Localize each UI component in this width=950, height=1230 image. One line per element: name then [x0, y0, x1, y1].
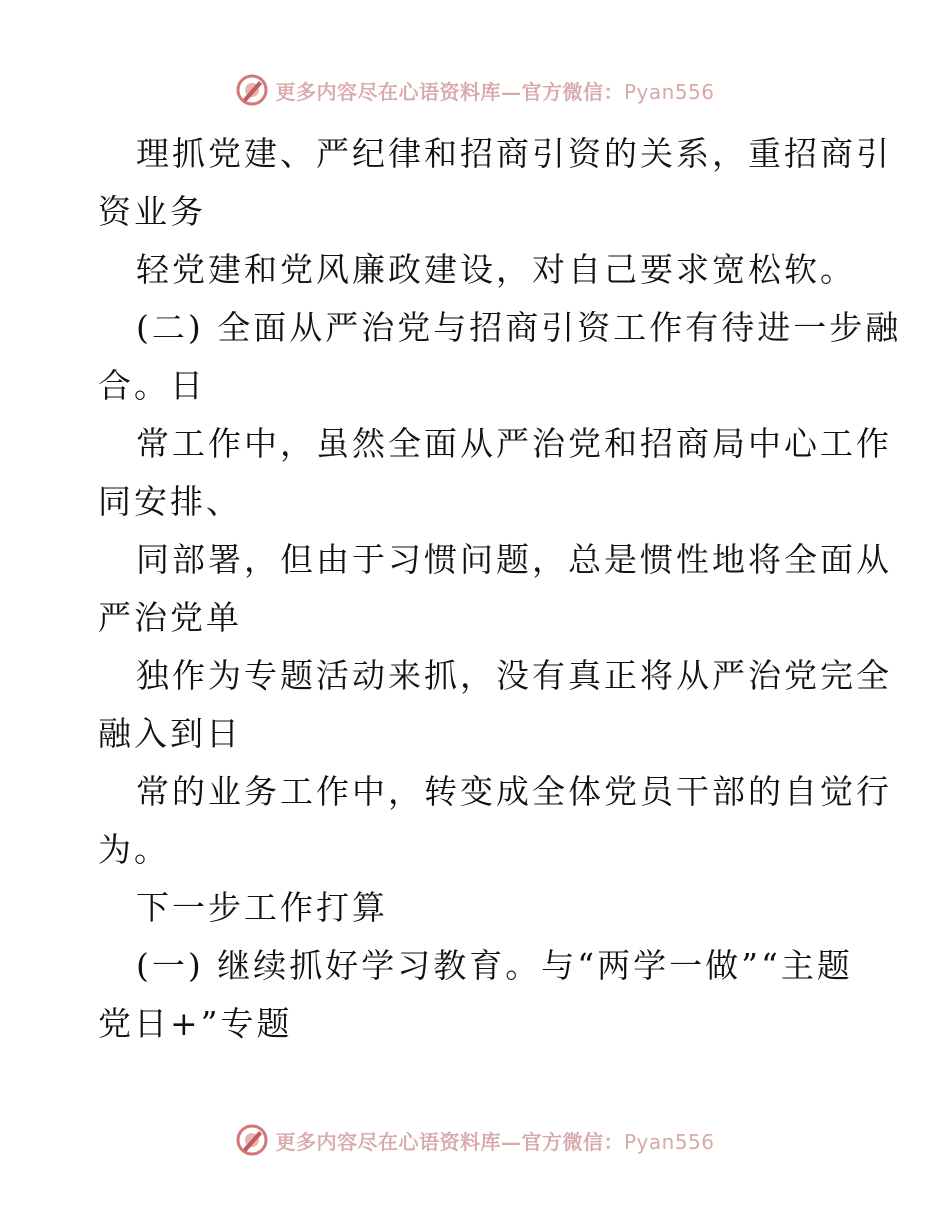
pen-logo-icon — [235, 1123, 269, 1157]
footer-watermark — [0, 1120, 950, 1160]
text-line-4: (二) 全面从严治党与招商引资工作有待进一步融 — [136, 308, 902, 347]
text-line-11: 融入到日 — [98, 714, 242, 753]
watermark-text: 更多内容尽在心语资料库—官方微信：Pyan556 — [275, 1129, 715, 1154]
watermark-account: Pyan556 — [623, 79, 715, 104]
text-line-13: 为。 — [98, 830, 170, 869]
document-body — [98, 125, 902, 1053]
text-line-15: (一) 继续抓好学习教育。与“两学一做”“主题 — [136, 946, 853, 985]
section-heading: 下一步工作打算 — [136, 888, 388, 927]
text-line-6: 常工作中，虽然全面从严治党和招商局中心工作 — [136, 424, 892, 463]
text-line-9: 严治党单 — [98, 598, 242, 637]
text-line-5: 合。日 — [98, 366, 206, 405]
header-watermark — [0, 70, 950, 110]
text-line-8: 同部署，但由于习惯问题，总是惯性地将全面从 — [136, 540, 892, 579]
watermark-text: 更多内容尽在心语资料库—官方微信：Pyan556 — [275, 79, 715, 104]
text-line-3: 轻党建和党风廉政建设，对自己要求宽松软。 — [136, 250, 856, 289]
text-line-16: 党日+”专题 — [98, 1004, 293, 1043]
pen-logo-icon — [235, 73, 269, 107]
watermark-account: Pyan556 — [623, 1129, 715, 1154]
text-line-12: 常的业务工作中，转变成全体党员干部的自觉行 — [136, 772, 892, 811]
text-line-7: 同安排、 — [98, 482, 242, 521]
text-line-2: 资业务 — [98, 192, 206, 231]
text-line-10: 独作为专题活动来抓，没有真正将从严治党完全 — [136, 656, 892, 695]
text-line-1: 理抓党建、严纪律和招商引资的关系，重招商引 — [136, 134, 892, 173]
